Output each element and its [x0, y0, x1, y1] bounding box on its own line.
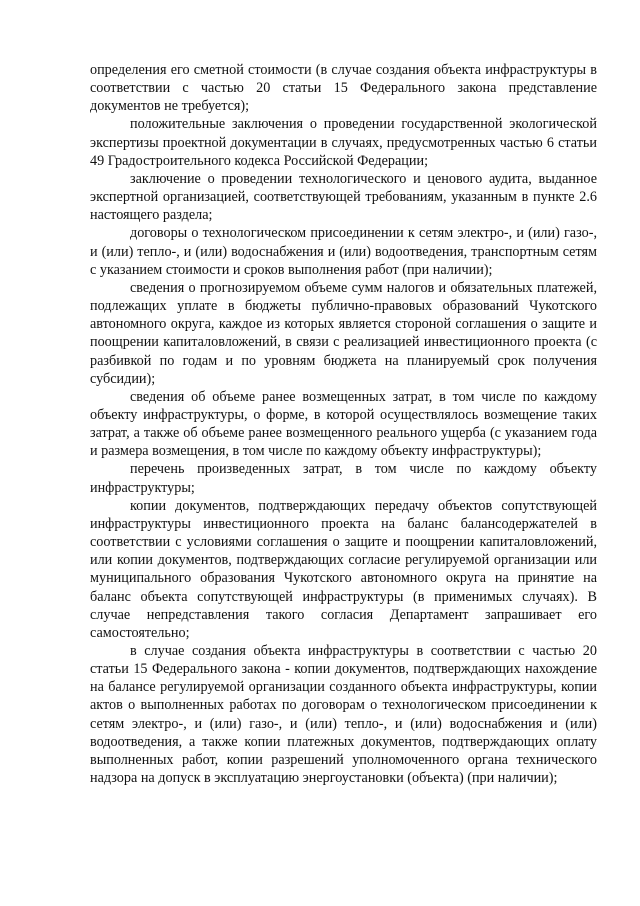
document-page [90, 61, 597, 787]
paragraph-costs-list: перечень произведенных затрат, в том числе по каждому объекту инфраструктуры; [90, 461, 597, 496]
paragraph-tax-forecast: сведения о прогнозируемом объеме сумм налогов и обязательных платежей, подлежащих уплате в бюджеты публично-правовых образований Чукотского автономного округа, каждое из которых является стороной соглашения о защите и поощрении капиталовложений, в связи с реализацией инвестиционного проекта (с разбивкой по годам и по уровням бюджета на планируемый срок получения субсидии); [90, 279, 597, 387]
paragraph-ecological-expertise: положительные заключения о проведении государственной экологической экспертизы проектной документации в случаях, предусмотренных частью 6 статьи 49 Градостроительного кодекса Российской Федерации; [90, 116, 597, 169]
paragraph-infrastructure-creation: в случае создания объекта инфраструктуры в соответствии с частью 20 статьи 15 Федерального закона - копии документов, подтверждающих нахождение на балансе регулируемой организации созданного объекта инфраструктуры, копии актов о выполненных работах по договорам о технологическом присоединении к сетям электро-, и (или) газо-, и (или) тепло-, и (или) водоснабжения и (или) водоотведения, а также копии платежных документов, подтверждающих оплату выполненных работ, копии разрешений уполномоченного органа технического надзора на допуск в эксплуатацию энергоустановки (объекта) (при наличии); [90, 643, 597, 787]
paragraph-transfer-documents: копии документов, подтверждающих передачу объектов сопутствующей инфраструктуры инвестиционного проекта на баланс балансодержателей в соответствии с условиями соглашения о защите и поощрении капиталовложений, или копии документов, подтверждающих согласие регулируемой организации или муниципального образования Чукотского автономного округа на принятие на баланс объекта сопутствующей инфраструктуры (в применимых случаях). В случае непредставления такого согласия Департамент запрашивает его самостоятельно; [90, 497, 597, 641]
paragraph-audit-conclusion: заключение о проведении технологического и ценового аудита, выданное экспертной организацией, соответствующей требованиям, указанным в пункте 2.6 настоящего раздела; [90, 170, 597, 224]
paragraph-connection-contracts: договоры о технологическом присоединении к сетям электро-, и (или) газо-, и (или) тепло-, и (или) водоснабжения и (или) водоотведения, транспортным сетям с указанием стоимости и сроков выполнения работ (при наличии); [90, 225, 597, 278]
paragraph-continuation: определения его сметной стоимости (в случае создания объекта инфраструктуры в соответствии с частью 20 статьи 15 Федерального закона представление документов не требуется); [90, 62, 597, 115]
paragraph-reimbursed-costs: сведения об объеме ранее возмещенных затрат, в том числе по каждому объекту инфраструктуры, о форме, в которой осуществлялось возмещение таких затрат, а также об объеме ранее возмещенного реального ущерба (с указанием года и размера возмещения, в том числе по каждому объекту инфраструктуры); [90, 388, 597, 460]
